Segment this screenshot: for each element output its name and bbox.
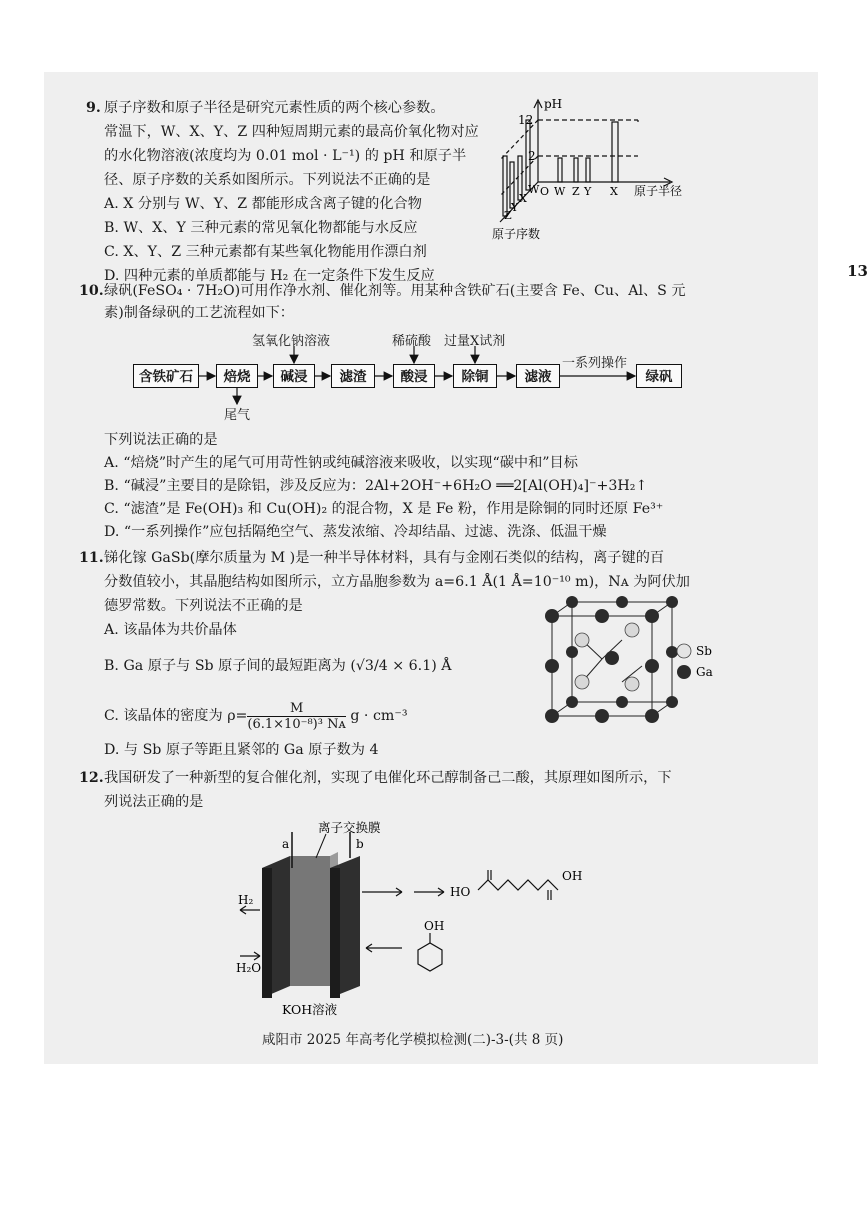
product-ho: HO bbox=[450, 885, 471, 899]
flow-box-green-vitriol: 绿矾 bbox=[636, 364, 682, 388]
q9-line-3: 的水化物溶液(浓度均为 0.01 mol · L⁻¹) 的 pH 和原子半 bbox=[104, 148, 467, 164]
radius-axis-label: 原子半径 bbox=[634, 184, 683, 198]
ph-axis-label: pH bbox=[544, 97, 563, 111]
flow-box-acid-leach: 酸浸 bbox=[393, 364, 435, 388]
electrode-b: b bbox=[356, 837, 364, 851]
radius-label-z: Z bbox=[572, 185, 580, 198]
legend-ga: Ga bbox=[696, 665, 713, 679]
q12-number: 12. bbox=[79, 770, 104, 786]
q10-stem: 下列说法正确的是 bbox=[104, 432, 218, 448]
koh-label: KOH溶液 bbox=[282, 1002, 338, 1017]
q12-line-2: 列说法正确的是 bbox=[104, 794, 204, 810]
gasb-unit-cell bbox=[538, 596, 738, 726]
density-denominator: (6.1×10⁻⁸)³ Nᴀ bbox=[247, 716, 346, 732]
q11-option-d: D. 与 Sb 原子等距且紧邻的 Ga 原子数为 4 bbox=[104, 742, 379, 758]
q10-option-d: D. “一系列操作”应包括隔绝空气、蒸发浓缩、冷却结晶、过滤、洗涤、低温干燥 bbox=[104, 524, 607, 540]
density-fraction bbox=[247, 701, 345, 732]
radius-label-x: X bbox=[610, 185, 618, 198]
flow-arrows bbox=[0, 0, 868, 430]
radius-label-w: W bbox=[554, 185, 566, 198]
density-numerator: M bbox=[247, 701, 345, 717]
q10-intro-1: 绿矾(FeSO₄ · 7H₂O)可用作净水剂、催化剂等。用某种含铁矿石(主要含 Fe、Cu、Al、S 元 bbox=[104, 283, 686, 299]
ph-tick-2: 2 bbox=[528, 149, 536, 163]
seq-label-z: Z bbox=[504, 209, 512, 222]
q9-option-c: C. X、Y、Z 三种元素都有某些氧化物能用作漂白剂 bbox=[104, 244, 427, 260]
q10-option-a: A. “焙烧”时产生的尾气可用苛性钠或纯碱溶液来吸收，以实现“碳中和”目标 bbox=[104, 455, 578, 471]
q11-number: 11. bbox=[79, 550, 104, 566]
ph-tick-12: 12 bbox=[518, 113, 534, 127]
flow-ops-label: 一系列操作 bbox=[562, 356, 628, 371]
electrolysis-cell bbox=[226, 818, 646, 1020]
flow-box-residue: 滤渣 bbox=[331, 364, 375, 388]
seq-label-y: Y bbox=[511, 201, 519, 214]
q10-option-c: C. “滤渣”是 Fe(OH)₃ 和 Cu(OH)₂ 的混合物，X 是 Fe 粉，作用是除铜的同时还原 Fe³⁺ bbox=[104, 501, 664, 517]
q11-option-b-expr: (√3/4 × 6.1) Å bbox=[350, 658, 452, 674]
reagent-naoh: 氢氧化钠溶液 bbox=[252, 334, 331, 349]
reagent-acid: 稀硫酸 bbox=[392, 334, 432, 349]
electrode-a: a bbox=[282, 837, 290, 851]
tail-gas-label: 尾气 bbox=[224, 408, 251, 423]
radius-label-o: O bbox=[540, 185, 550, 198]
cyclohexanol-oh: OH bbox=[424, 919, 445, 933]
density-unit: g · cm⁻³ bbox=[350, 708, 408, 724]
flow-box-roast: 焙烧 bbox=[216, 364, 258, 388]
flow-box-remove-copper: 除铜 bbox=[453, 364, 497, 388]
q9-number: 9. bbox=[86, 100, 101, 116]
q12-line-1: 我国研发了一种新型的复合催化剂，实现了电催化环己醇制备己二酸，其原理如图所示，下 bbox=[104, 770, 672, 786]
q9-option-b: B. W、X、Y 三种元素的常见氧化物都能与水反应 bbox=[104, 220, 418, 236]
q9-line-1: 原子序数和原子半径是研究元素性质的两个核心参数。 bbox=[104, 100, 445, 116]
q10-number: 10. bbox=[79, 283, 104, 299]
flow-box-filtrate: 滤液 bbox=[516, 364, 560, 388]
q9-option-d: D. 四种元素的单质都能与 H₂ 在一定条件下发生反应 bbox=[104, 268, 435, 284]
q9-line-4: 径、原子序数的关系如图所示。下列说法不正确的是 bbox=[104, 172, 431, 188]
seq-label-x: X bbox=[519, 192, 527, 205]
seq-axis-label: 原子序数 bbox=[492, 227, 541, 241]
radius-label-y: Y bbox=[584, 185, 592, 198]
flow-box-ore: 含铁矿石 bbox=[133, 364, 199, 388]
reagent-x: 过量X试剂 bbox=[444, 334, 506, 349]
q11-line-2: 分数值较小，其晶胞结构如图所示，立方晶胞参数为 a=6.1 Å(1 Å=10⁻¹⁰ m)，Nᴀ 为阿伏加 bbox=[104, 574, 690, 590]
q9-line-2: 常温下，W、X、Y、Z 四种短周期元素的最高价氧化物对应 bbox=[104, 124, 479, 140]
q10-intro-2: 素)制备绿矾的工艺流程如下： bbox=[104, 305, 294, 321]
flow-box-alkali-leach: 碱浸 bbox=[273, 364, 315, 388]
q11-option-b bbox=[104, 656, 452, 676]
page-footer: 咸阳市 2025 年高考化学模拟检测(二)-3-(共 8 页) bbox=[262, 1032, 564, 1048]
q10-option-b: B. “碱浸”主要目的是除铝，涉及反应为：2Al+2OH⁻+6H₂O ══2[Al(OH)₄]⁻+3H₂↑ bbox=[104, 478, 648, 494]
product-oh: OH bbox=[562, 869, 583, 883]
q9-option-a: A. X 分别与 W、Y、Z 都能形成含离子键的化合物 bbox=[104, 196, 422, 212]
q11-line-1: 锑化镓 GaSb(摩尔质量为 M )是一种半导体材料，具有与金刚石类似的结构，离子键的百 bbox=[104, 550, 665, 566]
seq-label-w: W bbox=[528, 183, 540, 196]
membrane-label: 离子交换膜 bbox=[318, 820, 381, 835]
q11-line-3: 德罗常数。下列说法不正确的是 bbox=[104, 598, 303, 614]
h2o-label: H₂O bbox=[236, 961, 262, 975]
side-mark: 13 bbox=[847, 262, 868, 280]
q11-option-b-text: B. Ga 原子与 Sb 原子间的最短距离为 bbox=[104, 658, 346, 674]
q11-option-a: A. 该晶体为共价晶体 bbox=[104, 622, 237, 638]
legend-sb: Sb bbox=[696, 644, 712, 658]
q11-option-c bbox=[104, 698, 408, 734]
q11-option-c-text: C. 该晶体的密度为 ρ= bbox=[104, 708, 248, 724]
h2-label: H₂ bbox=[238, 893, 254, 907]
